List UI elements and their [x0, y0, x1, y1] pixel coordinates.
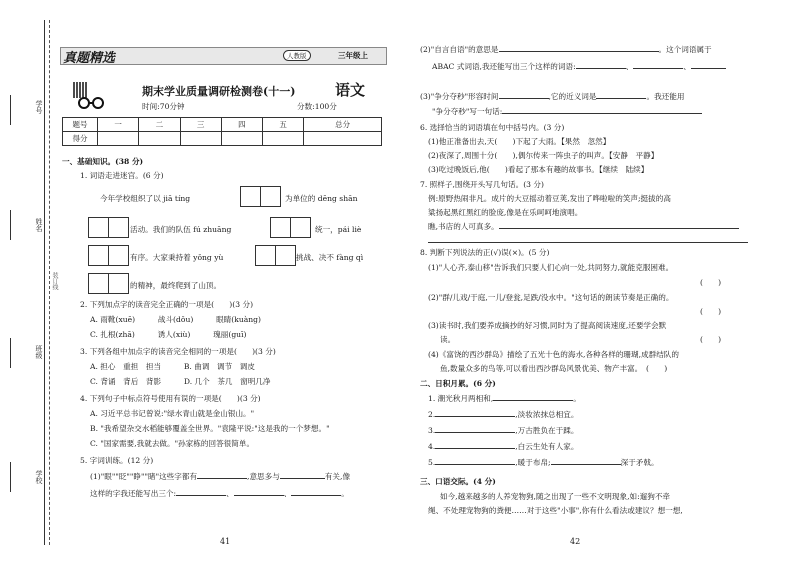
q8-item-1-answer[interactable]: ( ) [700, 278, 722, 287]
q5-2-text-c: ABAC 式词语,我还能写出三个这样的词语: [432, 62, 576, 71]
answer-blank[interactable] [176, 495, 226, 496]
score-header-cell: 题号 [63, 118, 98, 132]
q3-title: 3. 下列各组中加点字的读音完全相同的一项是( )(3 分) [80, 347, 276, 356]
poem-1: 1. 潮光秋月两相和, 。 [428, 394, 581, 403]
section-3-heading: 三、口语交际。(4 分) [420, 477, 496, 486]
poem-5 [428, 457, 659, 468]
answer-blank[interactable] [499, 98, 549, 99]
school-field[interactable] [10, 462, 39, 492]
q7-title: 7. 照样子,围绕开头写几句话。(3 分) [420, 180, 544, 189]
exam-score: 分数:100分 [297, 102, 337, 111]
q5-line2: 这样的字我还能写出三个: 、 、 。 [90, 489, 349, 498]
brand-title: 真题精选 [63, 51, 116, 66]
poem-2 [428, 409, 578, 420]
q5-line1 [90, 471, 350, 482]
score-header-cell: 总分 [304, 118, 382, 132]
q5-line2-text: 这样的字我还能写出三个: [90, 489, 177, 498]
answer-blank[interactable] [691, 68, 726, 69]
score-cell[interactable] [139, 132, 180, 146]
q1-line1-a: 今年学校组织了以 jiā tíng [100, 194, 191, 203]
score-header-cell: 四 [221, 118, 262, 132]
exam-time: 时间:70分钟 [142, 102, 185, 111]
score-header-cell: 一 [98, 118, 139, 132]
q8-item-3: (3)读书时,我们要养成摘抄的好习惯,同时为了提高阅读速度,还要学会默 [428, 321, 667, 330]
poem-4 [428, 441, 578, 452]
poem-2-text: ,淡妆浓抹总相宜。 [515, 410, 579, 419]
page-number-right: 42 [570, 537, 581, 546]
char-box[interactable] [240, 186, 261, 207]
answer-blank[interactable] [596, 98, 646, 99]
q1-line3-a: 有序。大家秉持着 yǒng yù [130, 253, 224, 262]
poem-2-no: 2. [428, 410, 436, 419]
q2-option-c: C. 扎根(zhā) 诱人(xiù) 瑰丽(guī) [90, 330, 247, 339]
q1-grid-4 [88, 245, 129, 270]
grade-label: 三年级上 [338, 51, 368, 60]
answer-blank[interactable] [493, 400, 573, 401]
binding-sidebar [0, 0, 58, 565]
oral-line2: 绳、不处理宠物狗的粪便……对于这些"小事",你有什么看法或建议？想一想, [428, 506, 683, 515]
score-header-cell: 二 [139, 118, 180, 132]
answer-blank[interactable] [633, 68, 683, 69]
poem-1-text: 1. 潮光秋月两相和, [428, 394, 494, 403]
q5-3-line1 [420, 91, 684, 102]
student-id-field[interactable] [10, 95, 39, 125]
q5-line1-text-b: ,意思多与 [247, 472, 280, 481]
poem-3-text: ,万古胜负在于蹂。 [515, 426, 579, 435]
q8-item-3-cont: 读。 [440, 335, 456, 344]
q8-item-4: (4)《富饶的西沙群岛》描绘了五光十色的海水,各种各样的珊瑚,成群结队的 [428, 350, 679, 359]
answer-blank[interactable] [435, 464, 515, 465]
score-cell[interactable] [98, 132, 139, 146]
answer-blank[interactable] [291, 495, 341, 496]
answer-blank[interactable] [435, 448, 515, 449]
q1-line1-b: 为单位的 dēng shān [285, 194, 358, 203]
char-box[interactable] [108, 217, 129, 238]
poem-5-text: 深于矛戟。 [620, 458, 659, 467]
q5-3-text-d: "争分夺秒"写一句话: [432, 107, 503, 116]
q1-grid-5 [255, 245, 296, 270]
section-2-heading: 二、日积月累。(6 分) [420, 379, 496, 388]
score-header-cell: 三 [180, 118, 221, 132]
q7-example-line2: 粱扬起黑红黑红的脸庞,像是在乐呵呵地演唱。 [428, 208, 583, 217]
publisher-badge: 人教版 [283, 50, 311, 61]
q6-title: 6. 选择恰当的词语填在句中括号内。(3 分) [420, 123, 565, 132]
q5-2-text: (2)"自言自语"的意思是 [420, 45, 499, 54]
score-cell[interactable] [304, 132, 382, 146]
answer-blank[interactable] [576, 68, 626, 69]
binding-line [44, 20, 45, 545]
q1-grid-2 [88, 217, 129, 242]
score-cell[interactable] [221, 132, 262, 146]
q1-grid-1 [240, 186, 281, 211]
q4-option-c: C. "国家需要,我就去做。"孙家栋的回答很简单。 [90, 439, 255, 448]
poem-4-text: ,白云生处有人家。 [515, 442, 579, 451]
q5-3-text-c: 。我还能用 [646, 92, 685, 101]
q8-item-1: (1)"人心齐,泰山移"告诉我们只要人们心向一处,共同努力,就能克服困难。 [428, 263, 674, 272]
q7-prompt-text: 瞧,书店的人可真多。 [428, 222, 499, 231]
score-cell[interactable] [180, 132, 221, 146]
answer-blank[interactable] [435, 416, 515, 417]
score-row-label: 得分 [63, 132, 98, 146]
subject-title: 语文 [335, 81, 366, 99]
char-box[interactable] [88, 245, 109, 266]
q1-grid-6 [88, 273, 129, 298]
answer-blank[interactable] [435, 432, 515, 433]
answer-blank[interactable] [551, 464, 621, 465]
q2-option-a: A. 雨靴(xuē) 战斗(dǒu) 眼睛(kuàng) [90, 315, 261, 324]
score-table [62, 117, 382, 146]
q1-line2-b: 统一，pái liè [315, 225, 362, 234]
answer-blank[interactable] [234, 495, 284, 496]
q1-line4: 的精神，最终爬到了山顶。 [130, 281, 222, 290]
q6-item-3: (3)吃过晚饭后,他( )看起了那本有趣的故事书。【继续 陆续】 [428, 165, 649, 174]
q7-example-line1: 例:原野热闹非凡。成片的大豆摇动着豆荚,发出了哗啦啦的笑声;挺拔的高 [428, 194, 671, 203]
cut-label: 装订线 [51, 272, 58, 290]
score-table-header-row [63, 118, 382, 132]
poem-5-no: 5. [428, 458, 436, 467]
q5-3-line2 [432, 106, 702, 117]
char-box[interactable] [270, 217, 291, 238]
q5-2-text-b: 。这个词语属于 [658, 45, 712, 54]
q1-grid-3 [270, 217, 311, 242]
label-class: 班级 [35, 345, 43, 359]
poem-5-text-a: ,暖于布帛; [515, 458, 551, 467]
q4-title: 4. 下列句子中标点符号使用有误的一项是( )(3 分) [80, 394, 261, 403]
q4-option-b: B. "我希望杂交水稻能够覆盖全世界。"袁隆平说:"这是我的一个梦想。" [90, 424, 330, 433]
score-table-score-row [63, 132, 382, 146]
char-box[interactable] [88, 217, 109, 238]
answer-blank[interactable] [499, 228, 739, 229]
char-box[interactable] [108, 273, 129, 294]
q8-item-4-cont: 鱼,数量众多的鸟等,可以看出西沙群岛风景优美、物产丰富。 ( ) [440, 364, 668, 373]
poem-3 [428, 425, 578, 436]
oral-line1: 如今,越来越多的人养宠物狗,随之出现了一些不文明现象,如:遛狗不牵 [440, 492, 671, 501]
q8-title: 8. 判断下列说法的正(√)误(×)。(5 分) [420, 248, 550, 257]
label-student-id: 学号 [35, 100, 43, 114]
poem-3-no: 3. [428, 426, 436, 435]
q3-options-cd: C. 背诵 背后 背影 D. 几个 茶几 窗明几净 [90, 377, 271, 386]
q5-3-text-b: ,它的近义词是 [548, 92, 597, 101]
label-name: 姓名 [35, 218, 43, 232]
q1-line2-a: 活动。我们的队伍 fú zhuāng [130, 225, 232, 234]
book-glasses-logo [72, 80, 110, 110]
q1-line3-b: 挑战、决不 fàng qì [296, 253, 364, 262]
q5-3-text: (3)"争分夺秒"形容时间 [420, 92, 499, 101]
q8-item-2-answer[interactable]: ( ) [700, 307, 722, 316]
page-number-left: 41 [220, 537, 231, 546]
q3-options-ab: A. 担心 重担 担当 B. 曲调 调节 调皮 [90, 362, 255, 371]
q8-item-2: (2)"群/儿戏/于庭,一儿/登瓮,足跌/没水中。"这句话的朗读节奏是正确的。 [428, 293, 674, 302]
char-box[interactable] [255, 245, 276, 266]
char-box[interactable] [290, 217, 311, 238]
score-header-cell: 五 [263, 118, 304, 132]
char-box[interactable] [88, 273, 109, 294]
answer-line[interactable] [428, 242, 748, 243]
q5-2-line2: ABAC 式词语,我还能写出三个这样的词语: 、 、 [432, 61, 726, 72]
q8-item-3-answer[interactable]: ( ) [700, 335, 722, 344]
char-box[interactable] [275, 245, 296, 266]
q5-title: 5. 字词训练。(12 分) [80, 456, 154, 465]
name-field[interactable] [10, 210, 39, 240]
q5-line1-text-c: 有关,像 [324, 472, 351, 481]
q7-prompt [428, 221, 739, 232]
answer-blank[interactable] [499, 51, 659, 52]
score-cell[interactable] [263, 132, 304, 146]
q2-title: 2. 下列加点字的读音完全正确的一项是( )(3 分) [80, 300, 254, 309]
section-1-heading: 一、基础知识。(38 分) [62, 157, 144, 166]
q6-item-1: (1)他正准备出去,天( )下起了大雨。【果然 忽然】 [428, 137, 611, 146]
class-field[interactable] [10, 338, 39, 368]
answer-blank[interactable] [502, 113, 702, 114]
q1-title: 1. 词语走进迷宫。(6 分) [80, 171, 164, 180]
answer-blank[interactable] [280, 478, 325, 479]
exam-title: 期末学业质量调研检测卷(十一) [142, 85, 296, 98]
q4-option-a: A. 习近平总书记曾说:"绿水青山就是金山银山。" [90, 409, 255, 418]
char-box[interactable] [260, 186, 281, 207]
q5-line1-text: (1)"眼""眨""睁""睹"这些字都有 [90, 472, 198, 481]
q6-item-2: (2)夜深了,周围十分( ),偶尔传来一阵虫子的叫声。【安静 平静】 [428, 151, 659, 160]
q5-2-line1 [420, 44, 712, 55]
poem-4-no: 4. [428, 442, 436, 451]
label-school: 学校 [35, 470, 43, 484]
answer-blank[interactable] [197, 478, 247, 479]
char-box[interactable] [108, 245, 129, 266]
